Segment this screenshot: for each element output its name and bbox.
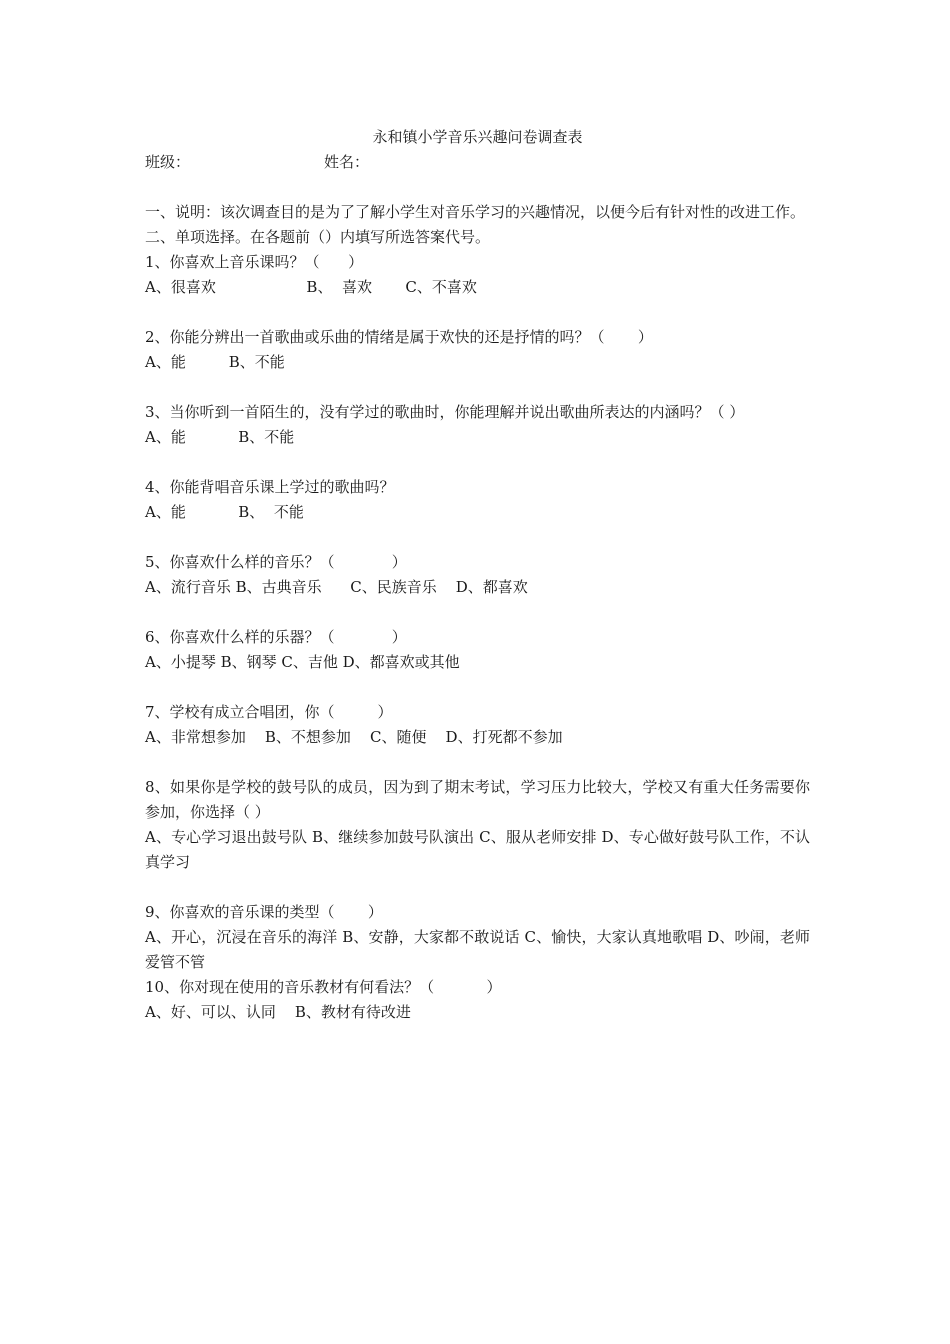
name-label: 姓名： <box>324 153 370 171</box>
answer-options-5: A、流行音乐 B、古典音乐 C、民族音乐 D、都喜欢 <box>145 578 528 596</box>
document-title: 永和镇小学音乐兴趣问卷调查表 <box>372 128 583 146</box>
answer-options-8: A、专心学习退出鼓号队 B、继续参加鼓号队演出 C、服从老师安排 D、专心做好鼓号队工作，不认真学习 <box>145 828 810 871</box>
question-6: 6、你喜欢什么样的乐器？（ ） <box>145 628 407 646</box>
question-9: 9、你喜欢的音乐课的类型（ ） <box>145 903 383 921</box>
question-8: 8、如果你是学校的鼓号队的成员，因为到了期末考试，学习压力比较大，学校又有重大任务需要你参加，你选择（ ） <box>145 778 810 821</box>
survey-body <box>145 125 810 1025</box>
class-label: 班级： <box>145 153 191 171</box>
answer-options-6: A、小提琴 B、钢琴 C、吉他 D、都喜欢或其他 <box>145 653 460 671</box>
answer-options-2: A、能 B、不能 <box>145 353 285 371</box>
answer-options-3: A、能 B、不能 <box>145 428 295 446</box>
question-7: 7、学校有成立合唱团，你（ ） <box>145 703 393 721</box>
answer-options-1: A、很喜欢 B、 喜欢 C、不喜欢 <box>145 278 477 296</box>
question-5: 5、你喜欢什么样的音乐？（ ） <box>145 553 407 571</box>
answer-options-10: A、好、可以、认同 B、教材有待改进 <box>145 1003 411 1021</box>
question-10: 10、你对现在使用的音乐教材有何看法？（ ） <box>145 978 502 996</box>
question-1: 1、你喜欢上音乐课吗？（ ） <box>145 253 364 271</box>
answer-options-7: A、非常想参加 B、不想参加 C、随便 D、打死都不参加 <box>145 728 563 746</box>
question-2: 2、你能分辨出一首歌曲或乐曲的情绪是属于欢快的还是抒情的吗？（ ） <box>145 328 653 346</box>
header-row <box>145 150 810 175</box>
question-3: 3、当你听到一首陌生的，没有学过的歌曲时，你能理解并说出歌曲所表达的内涵吗？（ ） <box>145 403 745 421</box>
intro-instruction: 二、单项选择。在各题前（）内填写所选答案代号。 <box>145 228 491 246</box>
intro-note: 一、说明：该次调查目的是为了了解小学生对音乐学习的兴趣情况，以便今后有针对性的改进工作。 <box>145 203 806 221</box>
answer-options-4: A、能 B、 不能 <box>145 503 304 521</box>
answer-options-9: A、开心，沉浸在音乐的海洋 B、安静，大家都不敢说话 C、愉快，大家认真地歌唱 D、吵闹，老师爱管不管 <box>145 928 810 971</box>
question-4: 4、你能背唱音乐课上学过的歌曲吗？ <box>145 478 395 496</box>
